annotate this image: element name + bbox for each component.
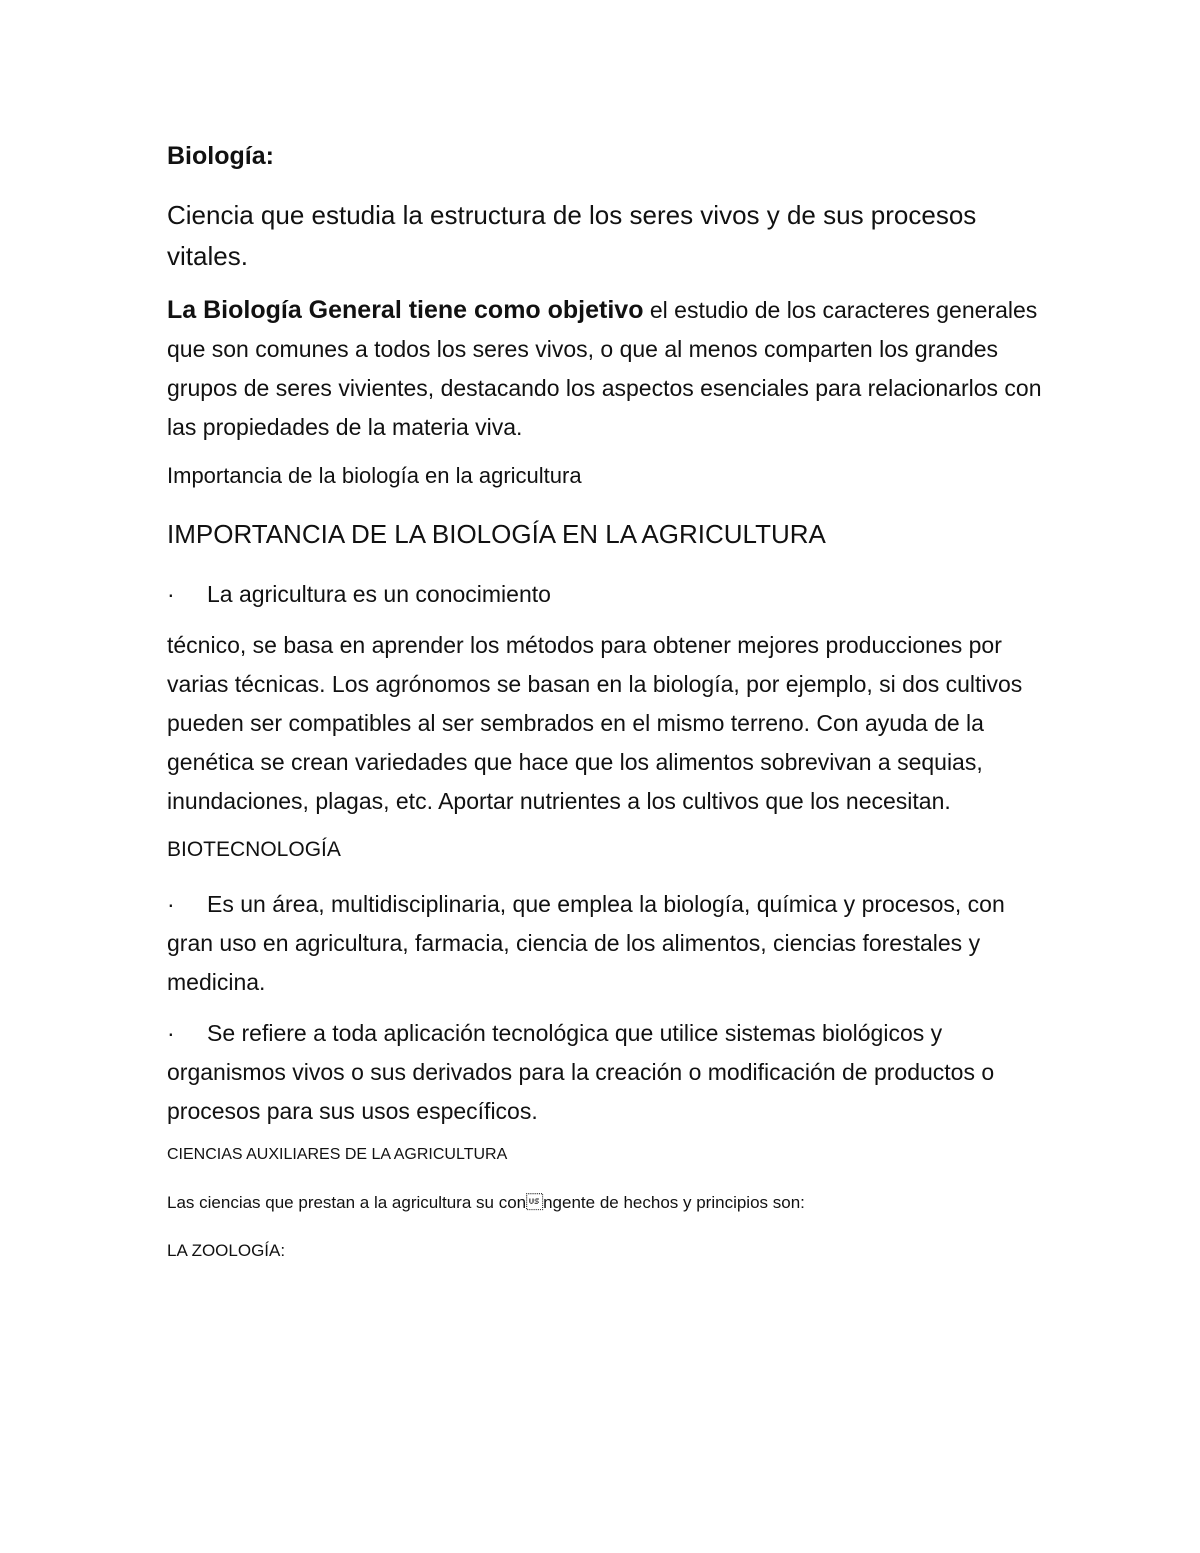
zoology-heading: LA ZOOLOGÍA: bbox=[167, 1240, 286, 1260]
biotech-bullet-1-text: Es un área, multidisciplinaria, que emplea la biología, química y procesos, con gran uso en agricultura, farmacia, ciencia de los alimentos, ciencias forestales y medicina. bbox=[167, 890, 1005, 995]
general-biology-paragraph bbox=[167, 291, 1047, 447]
agriculture-bullet-text: La agricultura es un conocimiento bbox=[207, 580, 551, 607]
aux-sciences-heading: CIENCIAS AUXILIARES DE LA AGRICULTURA bbox=[167, 1145, 508, 1163]
biotech-bullet-2 bbox=[167, 1014, 1047, 1131]
general-biology-bold-lead: La Biología General tiene como objetivo bbox=[167, 295, 644, 324]
document-page bbox=[167, 140, 1047, 1287]
bullet-dot: · bbox=[167, 1019, 175, 1046]
agriculture-bullet bbox=[167, 575, 1047, 614]
document-title: Biología: bbox=[167, 142, 274, 170]
importance-plain-title: Importancia de la biología en la agricultura bbox=[167, 462, 582, 488]
aux-sciences-text: Las ciencias que prestan a la agricultura su con ngente de hechos y principios son: bbox=[167, 1192, 805, 1212]
bullet-dot: · bbox=[167, 580, 175, 607]
bullet-dot: · bbox=[167, 890, 175, 917]
general-biology-text: el estudio de los caracteres generales que son comunes a todos los seres vivos, o que al menos comparten los grandes grupos de seres vivientes, destacando los aspectos esenciales para relacionarlos con las propiedades de la materia viva. bbox=[167, 296, 1042, 440]
biology-definition: Ciencia que estudia la estructura de los seres vivos y de sus procesos vitales. bbox=[167, 199, 977, 271]
biotech-heading: BIOTECNOLOGÍA bbox=[167, 837, 341, 861]
importance-heading: IMPORTANCIA DE LA BIOLOGÍA EN LA AGRICULTURA bbox=[167, 518, 826, 549]
biotech-bullet-2-text: Se refiere a toda aplicación tecnológica que utilice sistemas biológicos y organismos vivos o sus derivados para la creación o modificación de productos o procesos para sus usos específicos. bbox=[167, 1019, 995, 1124]
biotech-bullet-1 bbox=[167, 885, 1047, 1002]
agriculture-paragraph: técnico, se basa en aprender los métodos para obtener mejores producciones por varias técnicas. Los agrónomos se basan en la biología, por ejemplo, si dos cultivos pueden ser compatibles al ser sembrados en el mismo terreno. Con ayuda de la genética se crean variedades que hace que los alimentos sobrevivan a sequias, inundaciones, plagas, etc. Aportar nutrientes a los cultivos que los necesitan. bbox=[167, 631, 1023, 814]
